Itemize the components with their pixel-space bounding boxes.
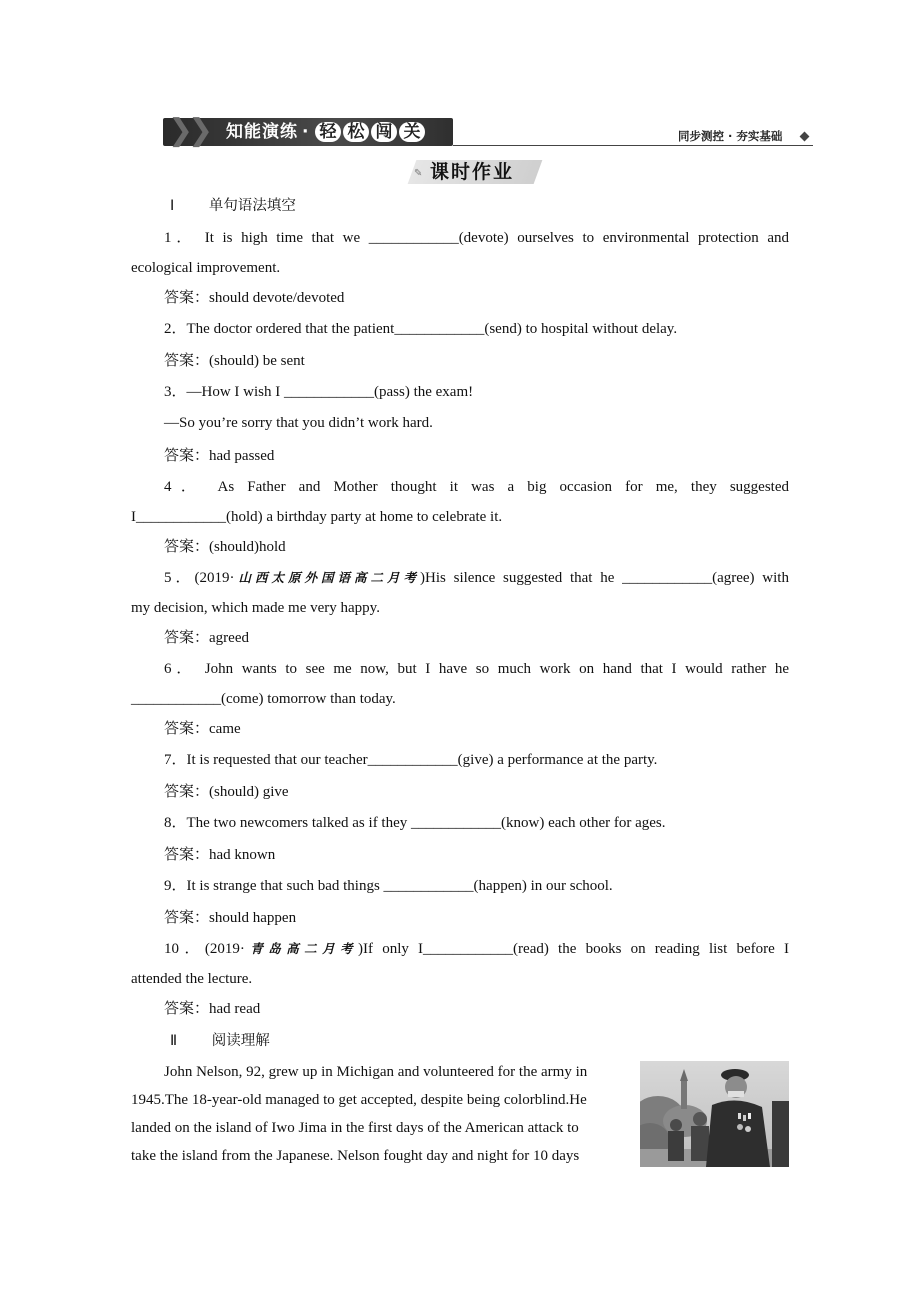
question-line — [164, 568, 789, 588]
answer-line — [164, 350, 789, 371]
banner-highlight-char: 闯 — [371, 122, 397, 142]
banner-highlight-char: 轻 — [315, 122, 341, 142]
article-line: take the island from the Japanese. Nelson fought day and night for 10 days — [131, 1148, 580, 1164]
question-source: 山西太原外国语高二月考 — [234, 570, 421, 585]
article-line: 1945.The 18-year-old managed to get accepted, despite being colorblind.He — [131, 1092, 587, 1108]
question-prefix: 10．(2019· — [164, 941, 245, 957]
answer-text: should devote/devoted — [209, 290, 345, 306]
chevron-right-icon: ❯ — [188, 113, 214, 148]
answer-line — [164, 998, 789, 1019]
question-rest: )If only I____________(read) the books on reading list before I — [358, 941, 789, 957]
answer-text: (should) be sent — [209, 353, 305, 369]
answer-label: 答案： — [164, 537, 210, 555]
chevron-right-icon: ❯ — [168, 113, 194, 148]
answer-line — [164, 718, 789, 739]
answer-text: should happen — [209, 910, 297, 926]
answer-line — [164, 907, 789, 928]
article-line: landed on the island of Iwo Jima in the first days of the American attack to — [131, 1120, 579, 1136]
answer-line — [164, 781, 789, 802]
answer-text: had passed — [209, 448, 275, 464]
header-slogan: 同步测控 · 夯实基础 — [678, 129, 783, 143]
question-line — [164, 939, 789, 959]
answer-label: 答案： — [164, 446, 210, 464]
question-line: —So you’re sorry that you didn’t work hard. — [164, 415, 433, 431]
answer-label: 答案： — [164, 628, 210, 646]
question-line: 2．The doctor ordered that the patient____________(send) to hospital without delay. — [164, 321, 678, 337]
question-prefix: 5．(2019· — [164, 570, 235, 586]
question-line: attended the lecture. — [131, 971, 253, 987]
question-line: ____________(come) tomorrow than today. — [131, 691, 396, 707]
answer-label: 答案： — [164, 999, 210, 1017]
answer-text: (should) give — [209, 784, 289, 800]
question-line: ecological improvement. — [131, 260, 281, 276]
question-line: 7．It is requested that our teacher____________(give) a performance at the party. — [164, 752, 658, 768]
section-heading — [170, 1031, 270, 1051]
question-line: 9．It is strange that such bad things ____________(happen) in our school. — [164, 878, 613, 894]
answer-line — [164, 844, 789, 865]
question-line: 8．The two newcomers talked as if they ____________(know) each other for ages. — [164, 815, 666, 831]
answer-text: came — [209, 721, 241, 737]
answer-label: 答案： — [164, 845, 210, 863]
answer-label: 答案： — [164, 782, 210, 800]
answer-text: (should)hold — [209, 539, 286, 555]
answer-text: agreed — [209, 630, 249, 646]
homework-title: 课时作业 — [430, 161, 515, 183]
pencil-mark-icon: ✎ — [414, 168, 423, 179]
question-line: 6． John wants to see me now, but I have so much work on hand that I would rather he — [164, 661, 789, 677]
section-numeral: Ⅰ — [170, 198, 175, 214]
answer-label: 答案： — [164, 288, 210, 306]
homework-title-badge — [412, 158, 542, 186]
answer-text: had read — [209, 1001, 261, 1017]
banner-dot: · — [302, 122, 310, 142]
banner-title-text: 知能演练 — [226, 122, 298, 142]
answer-text: had known — [209, 847, 276, 863]
section-title: 阅读理解 — [211, 1033, 270, 1049]
question-line: 4． As Father and Mother thought it was a big occasion for me, they suggested — [164, 479, 789, 495]
answer-line — [164, 287, 789, 308]
question-line: I____________(hold) a birthday party at home to celebrate it. — [131, 509, 503, 525]
answer-line — [164, 445, 789, 466]
question-line: my decision, which made me very happy. — [131, 600, 380, 616]
question-rest: )His silence suggested that he ____________(agree) with — [420, 570, 789, 586]
answer-label: 答案： — [164, 719, 210, 737]
answer-label: 答案： — [164, 351, 210, 369]
section-title: 单句语法填空 — [208, 198, 296, 214]
question-source: 青岛高二月考 — [244, 941, 359, 956]
banner-title — [226, 120, 425, 144]
section-heading — [170, 196, 296, 216]
answer-label: 答案： — [164, 908, 210, 926]
header-rule — [453, 145, 813, 146]
banner-highlight-char: 松 — [343, 122, 369, 142]
article-line: John Nelson, 92, grew up in Michigan and volunteered for the army in — [164, 1064, 588, 1080]
section-numeral: Ⅱ — [170, 1033, 178, 1049]
question-line: 3．—How I wish I ____________(pass) the exam! — [164, 384, 474, 400]
question-line: 1． It is high time that we ____________(devote) ourselves to environmental protection and — [164, 230, 789, 246]
article-photo — [640, 1061, 789, 1167]
answer-line — [164, 536, 789, 557]
diamond-icon — [800, 132, 810, 142]
veterans-photo-illustration — [640, 1061, 789, 1167]
answer-line — [164, 627, 789, 648]
banner-highlight-char: 关 — [399, 122, 425, 142]
